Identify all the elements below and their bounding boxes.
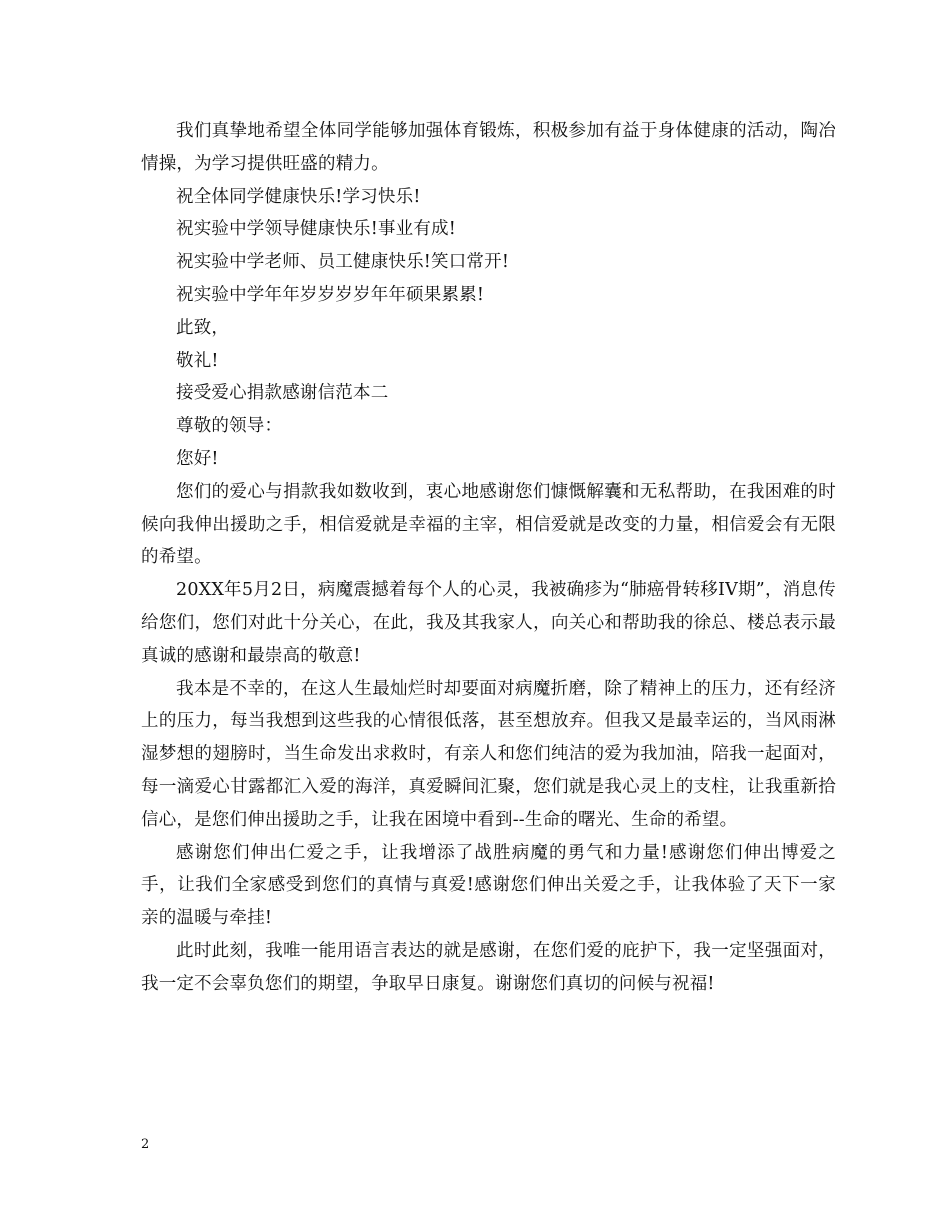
paragraph: 祝全体同学健康快乐!学习快乐! bbox=[176, 186, 421, 207]
document-body bbox=[141, 115, 836, 1001]
letter-title: 接受爱心捐款感谢信范本二 bbox=[176, 383, 389, 404]
letter-salutation: 尊敬的领导： bbox=[176, 416, 283, 437]
closing-regards: 敬礼! bbox=[176, 350, 219, 371]
paragraph: 祝实验中学年年岁岁岁岁年年硕果累累! bbox=[176, 284, 485, 305]
closing-salutation: 此致， bbox=[176, 317, 230, 338]
paragraph: 20XX年5月2日，病魔震撼着每个人的心灵，我被确疹为“肺癌骨转移IV期”，消息传给您们，您们对此十分关心，在此，我及其我家人，向关心和帮助我的徐总、楼总表示最真诚的感谢和最崇高的敬意! bbox=[141, 580, 836, 666]
paragraph: 感谢您们伸出仁爱之手，让我增添了战胜病魔的勇气和力量!感谢您们伸出博爱之手，让我们全家感受到您们的真情与真爱!感谢您们伸出关爱之手，让我体验了天下一家亲的温暖与牵挂! bbox=[141, 842, 836, 929]
paragraph: 祝实验中学老师、员工健康快乐!笑口常开! bbox=[176, 252, 510, 273]
paragraph: 您们的爱心与捐款我如数收到，衷心地感谢您们慷慨解囊和无私帮助，在我困难的时候向我伸出援助之手，相信爱就是幸福的主宰，相信爱就是改变的力量，相信爱会有无限的希望。 bbox=[141, 481, 836, 568]
paragraph: 我本是不幸的，在这人生最灿烂时却要面对病魔折磨，除了精神上的压力，还有经济上的压力，每当我想到这些我的心情很低落，甚至想放弃。但我又是最幸运的，当风雨淋湿梦想的翅膀时，当生命发出求救时，有亲人和您们纯洁的爱为我加油，陪我一起面对，每一滴爱心甘露都汇入爱的海洋，真爱瞬间汇聚，您们就是我心灵上的支柱，让我重新拾信心，是您们伸出援助之手，让我在困境中看到--生命的曙光、生命的希望。 bbox=[141, 678, 836, 830]
page-number: 2 bbox=[141, 1137, 150, 1152]
greeting: 您好! bbox=[176, 448, 219, 469]
paragraph: 祝实验中学领导健康快乐!事业有成! bbox=[176, 219, 456, 240]
paragraph: 此时此刻，我唯一能用语言表达的就是感谢，在您们爱的庇护下，我一定坚强面对，我一定不会辜负您们的期望，争取早日康复。谢谢您们真切的问候与祝福! bbox=[141, 940, 836, 994]
paragraph: 我们真挚地希望全体同学能够加强体育锻炼，积极参加有益于身体健康的活动，陶冶情操，为学习提供旺盛的精力。 bbox=[141, 121, 836, 174]
